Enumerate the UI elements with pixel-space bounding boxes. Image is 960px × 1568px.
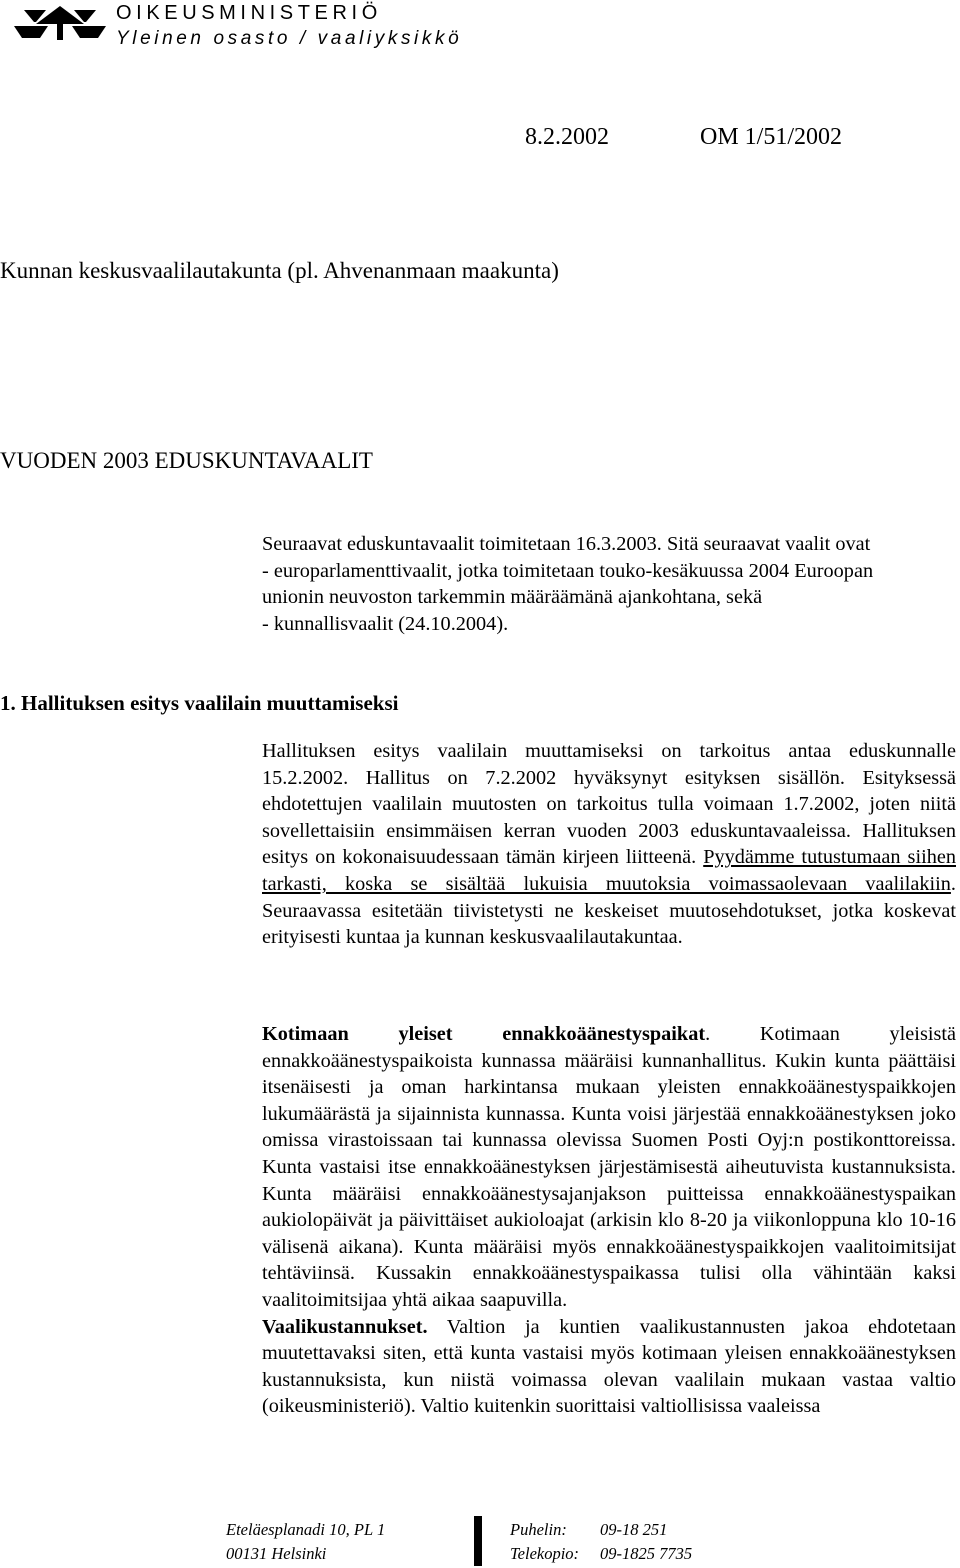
document-reference: OM 1/51/2002 [700, 124, 843, 150]
recipient: Kunnan keskusvaalilautakunta (pl. Ahvenanmaan maakunta) [0, 258, 559, 283]
organization-name: OIKEUSMINISTERIÖ [116, 2, 382, 24]
footer-contact-labels [510, 1518, 579, 1566]
intro-line: - kunnallisvaalit (24.10.2004). [262, 612, 509, 635]
fax-number: 09-1825 7735 [600, 1544, 693, 1563]
paragraph-heading: Vaalikustannukset. [262, 1315, 428, 1338]
footer-divider [474, 1516, 482, 1566]
paragraph-government-proposal [262, 738, 956, 951]
intro-line: Seuraavat eduskuntavaalit toimitetaan 16.3.2003. Sitä seuraavat vaalit ovat [262, 533, 871, 555]
paragraph-text: Hallituksen esitys vaalilain muuttamiseksi on tarkoitus antaa eduskunnalle 15.2.2002. Hallitus on 7.2.2002 hyväksynyt esityksen sisällön. Esityksessä ehdotettujen vaalilain muutosten on tarkoitus tulla voimaan 1.7.2002, joten niitä sovellettaisiin ensimmäisen kerran vuoden 2003 eduskuntavaaleissa. Hallituksen esitys on kokonaisuudessaan tämän kirjeen liitteenä. [262, 740, 956, 869]
ministry-logo [10, 4, 110, 44]
section-body-2 [262, 1021, 956, 1420]
organization-unit: Yleinen osasto / vaaliyksikkö [116, 28, 463, 49]
paragraph-advance-voting [262, 1021, 956, 1314]
section-title: 1. Hallituksen esitys vaalilain muuttamiseksi [0, 691, 399, 715]
underlined-request: Pyydämme tutustumaan siihen tarkasti, koska se sisältää lukuisia muutoksia voimassaolevaan vaalilakiin [262, 846, 956, 895]
paragraph-text: Valtion ja kuntien vaalikustannusten jakoa ehdotetaan muutettavaksi siten, että kunta vastaisi myös kotimaan yleisen ennakkoäänestyksen kustannuksista, kun niistä voimassa olevan vaalilain mukaan vastaa valtio (oikeusministeriö). Valtio kuitenkin suorittaisi valtiollisissa vaaleissa [262, 1315, 956, 1418]
section-body [262, 738, 956, 951]
document-heading: VUODEN 2003 EDUSKUNTAVAALIT [0, 448, 373, 473]
address-line: Eteläesplanadi 10, PL 1 [226, 1520, 386, 1539]
paragraph-text: . Kotimaan yleisistä ennakkoäänestyspaikoista kunnassa määräisi kunnanhallitus. Kukin kunta päättäisi itsenäisesti ja oman harkintansa mukaan yleisten ennakkoäänestyspaikkojen lukumäärästä ja sijainnista kunnassa. Kunta voisi järjestää ennakkoäänestyksen joko omissa virastoissaan tai kunnassa olevissa Suomen Posti Oyj:n postikonttoreissa. Kunta vastaisi itse ennakkoäänestyksen järjestämisestä aiheutuvista kustannuksista. Kunta määräisi ennakkoäänestysajanjakson puitteissa ennakkoäänestyspaikan aukiolopäivät ja päivittäiset aukioloajat (arkisin klo 8-20 ja viikonloppuna klo 10-16 välisenä aikana). Kunta määräisi myös ennakkoäänestyspaikkojen vaalitoimitsijat tehtäviinsä. Kussakin ennakkoäänestyspaikassa tulisi olla vähintään kaksi vaalitoimitsijaa yhtä aikaa saapuvilla. [262, 1023, 956, 1311]
intro-line: unionin neuvoston tarkemmin määräämänä ajankohtana, sekä [262, 586, 763, 609]
document-date: 8.2.2002 [525, 124, 609, 150]
intro-line: - europarlamenttivaalit, jotka toimitetaan touko-kesäkuussa 2004 Euroopan [262, 559, 874, 582]
intro-section [262, 531, 956, 637]
address-line: 00131 Helsinki [226, 1544, 327, 1563]
paragraph-heading: Kotimaan yleiset ennakkoäänestyspaikat [262, 1023, 706, 1045]
paragraph-election-costs [262, 1314, 956, 1420]
paragraph-text-continued: . Seuraavassa esitetään tiivistetysti ne keskeiset muutosehdotukset, jotka koskevat erityisesti kuntaa ja kunnan keskusvaalilautakuntaa. [262, 872, 956, 949]
footer-contact-values [600, 1518, 692, 1566]
phone-number: 09-18 251 [600, 1520, 668, 1539]
phone-label: Puhelin: [510, 1520, 567, 1539]
footer-address [226, 1518, 385, 1566]
fax-label: Telekopio: [510, 1544, 580, 1563]
